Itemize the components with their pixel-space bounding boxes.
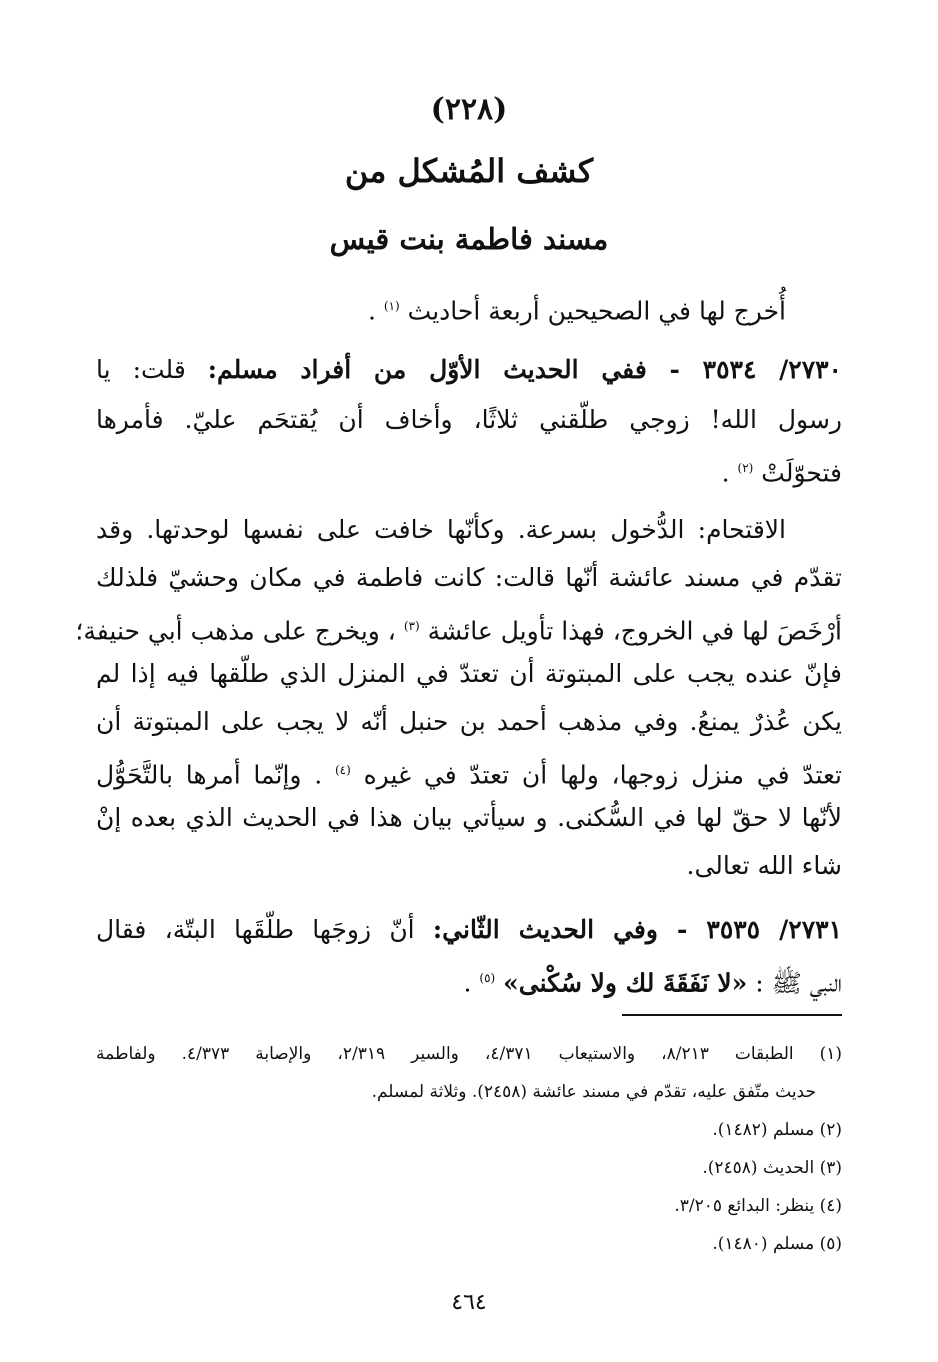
hadith2-line2-end: .	[463, 968, 472, 998]
hadith1-line3	[96, 448, 842, 493]
chapter-subtitle: مسند فاطمة بنت قيس	[329, 222, 609, 256]
intro-text: أُخرج لها في الصحيحين أربعة أحاديث	[407, 296, 786, 326]
hadith1-line1-rest: قلت: يا	[96, 355, 186, 384]
footnote-divider	[622, 1014, 842, 1016]
footnote-1-line1: (١) الطبقات ٨/٢١٣، والاستيعاب ٤/٣٧١، والسير ٢/٣١٩، والإصابة ٤/٣٧٣. ولفاطمة	[96, 1044, 842, 1064]
hadith1-line3-end: .	[721, 458, 730, 488]
hadith1-line1	[96, 350, 842, 390]
footnote-2: (٢) مسلم (١٤٨٢).	[712, 1120, 842, 1140]
hadith1-line2: رسول الله! زوجي طلّقني ثلاثًا، وأخاف أن يُقتحَم عليّ. فأمرها	[96, 405, 842, 434]
footnote-5: (٥) مسلم (١٤٨٠).	[712, 1234, 842, 1254]
intro-line	[96, 286, 842, 331]
explanation-line3-a: أرْخَصَ لها في الخروج، فهذا تأويل عائشة	[427, 616, 842, 646]
hadith2-quote: «لا نَفَقَةَ لك ولا سُكْنى»	[503, 968, 748, 998]
explanation-line5: يكن عُذرٌ يمنعُ. وفي مذهب أحمد بن حنبل أنّه لا يجب على المبتوتة أن	[96, 707, 842, 736]
page-number: ٤٦٤	[451, 1290, 487, 1315]
explanation-line8: شاء الله تعالى.	[686, 851, 842, 880]
explanation-line6-a: تعتدّ في منزل زوجها، ولها أن تعتدّ في غيره	[363, 760, 843, 790]
footnote-ref-2: (٢)	[737, 461, 754, 475]
chapter-number: (٢٢٨)	[430, 92, 508, 127]
footnote-ref-3: (٣)	[403, 619, 420, 633]
footnote-ref-1: (١)	[383, 299, 400, 313]
hadith2-line1-rest: أنّ زوجَها طلّقَها البتّة، فقال	[96, 915, 415, 944]
explanation-line6	[96, 750, 842, 795]
footnote-ref-4: (٤)	[334, 763, 351, 777]
footnote-1-line2: حديث متّفق عليه، تقدّم في مسند عائشة (٢٤٥٨). وثلاثة لمسلم.	[371, 1082, 816, 1102]
explanation-line3	[75, 606, 842, 651]
hadith2-line2	[96, 958, 842, 1003]
chapter-title: كشف المُشكل من	[344, 152, 594, 190]
explanation-line2: تقدّم في مسند عائشة أنّها قالت: كانت فاطمة في مكان وحشيّ فلذلك	[96, 563, 842, 592]
footnote-3: (٣) الحديث (٢٤٥٨).	[702, 1158, 842, 1178]
hadith2-heading: ٢٧٣١/ ٣٥٣٥ - وفي الحديث الثّاني:	[432, 915, 842, 944]
intro-end: .	[367, 296, 376, 326]
explanation-line1: الاقتحام: الدُّخول بسرعة. وكأنّها خافت على نفسها لوحدتها. وقد	[96, 515, 786, 544]
explanation-line4: فإنّ عنده يجب على المبتوتة أن تعتدّ في المنزل الذي طلّقها فيه إذا لم	[96, 659, 842, 688]
book-page	[75, 0, 843, 1362]
hadith2-line2-a: النبي ﷺ :	[755, 968, 842, 998]
explanation-line3-b: ، ويخرج على مذهب أبي حنيفة؛	[75, 616, 396, 646]
footnote-4: (٤) ينظر: البدائع ٣/٢٠٥.	[674, 1196, 842, 1216]
hadith1-line3-text: فتحوّلَتْ	[761, 458, 842, 488]
explanation-line6-b: . وإنّما أمرها بالتَّحَوُّل	[96, 760, 323, 790]
footnote-ref-5: (٥)	[479, 971, 496, 985]
hadith2-line1	[96, 910, 842, 950]
hadith1-heading: ٢٧٣٠/ ٣٥٣٤ - ففي الحديث الأوّل من أفراد مسلم:	[207, 355, 842, 384]
explanation-line7: لأنّها لا حقّ لها في السُّكنى. و سيأتي بيان هذا في الحديث الذي بعده إنْ	[96, 803, 842, 832]
